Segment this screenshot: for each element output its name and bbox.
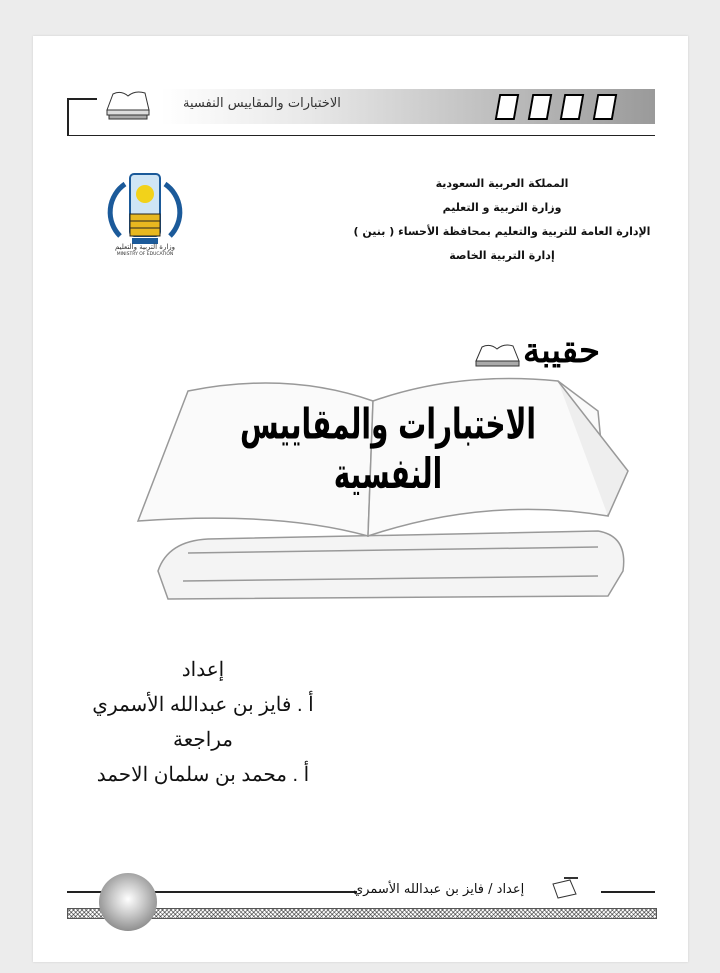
footer-text: إعداد / فايز بن عبدالله الأسمري [353,882,525,897]
header-bracket [67,98,69,136]
official-line: إدارة التربية الخاصة [449,249,555,262]
footer-rule [601,891,655,893]
prepared-label: إعداد [181,659,225,681]
cover-bag-label: حقيبة [523,331,600,371]
logo-arabic: وزارة التربية والتعليم [114,243,176,251]
header-title: الاختبارات والمقاييس النفسية [183,96,341,111]
official-header [352,172,652,268]
official-line: وزارة التربية و التعليم [442,201,562,214]
author-name: أ . فايز بن عبدالله الأسمري [92,694,314,716]
header-rule [67,135,655,136]
pen-icon [550,876,580,902]
official-line: المملكة العربية السعودية [435,177,569,190]
credits [73,653,333,793]
logo-english: MINISTRY OF EDUCATION [116,252,174,257]
document-page [33,36,688,962]
reviewer-name: أ . محمد بن سلمان الاحمد [96,764,310,786]
header-bracket-top [67,98,97,100]
book-icon [473,341,523,371]
review-label: مراجعة [172,729,234,751]
footer-sphere [99,873,157,931]
official-line: الإدارة العامة للتربية والتعليم بمحافظة الأحساء ( بنين ) [353,225,651,238]
cover-title: الاختبارات والمقاييس النفسية [239,399,537,499]
book-icon [103,88,153,122]
